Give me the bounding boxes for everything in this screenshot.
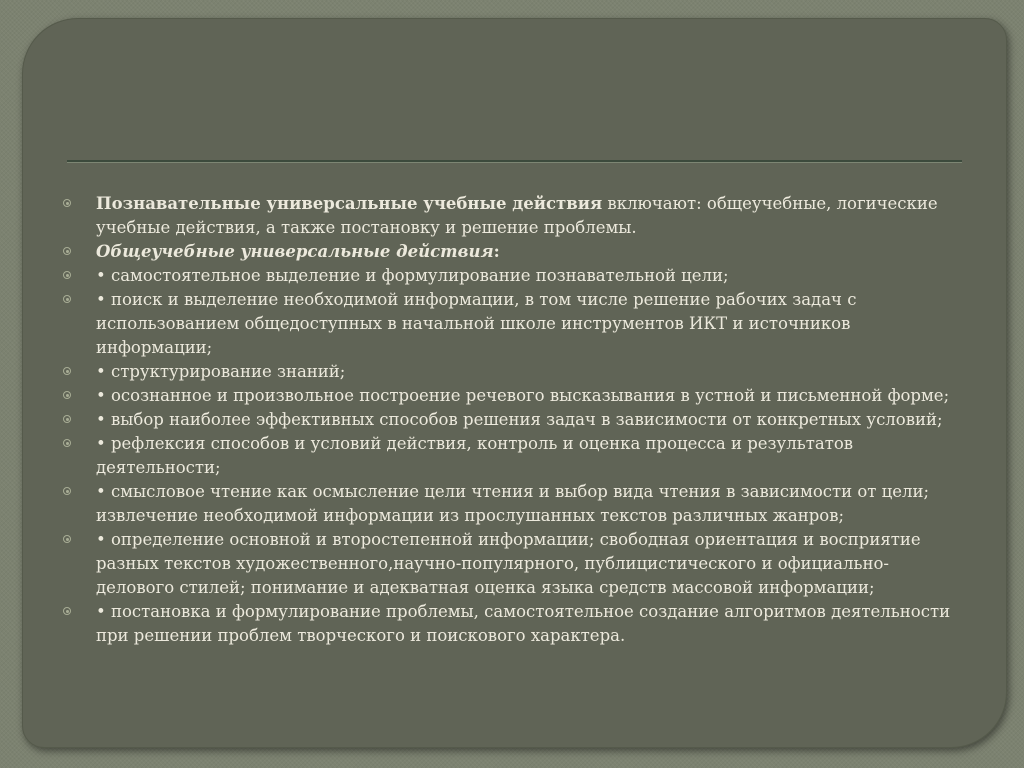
item-text: • поиск и выделение необходимой информации, в том числе решение рабочих задач с использованием общедоступных в начальной школе инструментов ИКТ и источников информации;	[96, 290, 857, 357]
item-text: • постановка и формулирование проблемы, самостоятельное создание алгоритмов деятельности при решении проблем творческого и поискового характера.	[96, 602, 951, 645]
list-item	[63, 192, 966, 240]
list-item	[63, 360, 966, 384]
item-bold-text: Познавательные универсальные учебные действия	[96, 194, 603, 213]
item-text: • структурирование знаний;	[96, 362, 346, 381]
item-text: • рефлексия способов и условий действия, контроль и оценка процесса и результатов деятельности;	[96, 434, 854, 477]
list-item	[63, 432, 966, 480]
list-item	[63, 384, 966, 408]
circle-bullet-icon	[63, 367, 71, 375]
circle-bullet-icon	[63, 391, 71, 399]
circle-bullet-icon	[63, 199, 71, 207]
circle-bullet-icon	[63, 487, 71, 495]
circle-bullet-icon	[63, 295, 71, 303]
circle-bullet-icon	[63, 535, 71, 543]
item-text: включают: общеучебные, логические учебные действия, а также постановку и решение проблемы.	[96, 194, 938, 237]
item-bold-text: :	[493, 242, 500, 261]
item-heading-text: Общеучебные универсальные действия	[96, 242, 494, 261]
list-item	[63, 600, 966, 648]
list-item	[63, 480, 966, 528]
list-item	[63, 408, 966, 432]
bullet-list	[63, 192, 966, 648]
list-item	[63, 264, 966, 288]
circle-bullet-icon	[63, 271, 71, 279]
list-item	[63, 528, 966, 600]
circle-bullet-icon	[63, 607, 71, 615]
circle-bullet-icon	[63, 439, 71, 447]
circle-bullet-icon	[63, 415, 71, 423]
list-item	[63, 288, 966, 360]
circle-bullet-icon	[63, 247, 71, 255]
item-text: • самостоятельное выделение и формулирование познавательной цели;	[96, 266, 729, 285]
item-text: • осознанное и произвольное построение речевого высказывания в устной и письменной форме;	[96, 386, 950, 405]
item-text: • выбор наиболее эффективных способов решения задач в зависимости от конкретных условий;	[96, 410, 943, 429]
list-item	[63, 240, 966, 264]
item-text: • определение основной и второстепенной информации; свободная ориентация и восприятие разных текстов художественного,научно-популярного, публицистического и официально-делового стилей; понимание и адекватная оценка языка средств массовой информации;	[96, 530, 921, 597]
title-divider	[67, 160, 962, 163]
slide	[22, 18, 1007, 748]
item-text: • смысловое чтение как осмысление цели чтения и выбор вида чтения в зависимости от цели; извлечение необходимой информации из прослушанных текстов различных жанров;	[96, 482, 930, 525]
